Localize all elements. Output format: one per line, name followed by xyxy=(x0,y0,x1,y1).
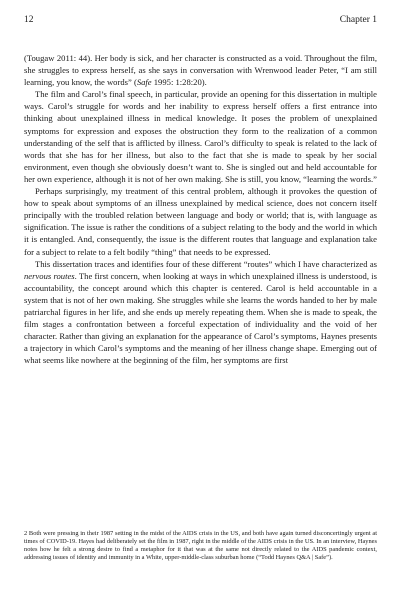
italic-text: Safe xyxy=(136,77,152,88)
body-text xyxy=(24,52,377,366)
text-run: 1995: 1:28:20). xyxy=(151,77,207,88)
text-run: (Tougaw 2011: 44). Her body is sick, and her character is constructed as a void. Throughout the film, she struggles to express herself, as she says in conversation with Wrenwood leader Peter, “I am still learning, you know, the words” ( xyxy=(24,53,377,88)
footnote xyxy=(24,530,377,562)
page-number: 12 xyxy=(24,15,34,25)
paragraph xyxy=(24,185,377,258)
footnote-text: 2 Both were pressing in their 1987 setting in the midst of the AIDS crisis in the US, and both have again turned disconcertingly urgent at times of COVID-19. Hayes had deliberately set the film in 1987, right in the middle of the AIDS crisis in the US. In an interview, Haynes notes how he felt a strong desire to find a metaphor for it that was at the same not directly related to the AIDS pandemic context, addressing issues of identity and immunity in a White, upper-middle-class suburban home (“Todd Haynes Q&A | Safe”). xyxy=(24,530,377,562)
text-run: Perhaps surprisingly, my treatment of this central problem, although it provokes the question of how to speak about symptoms of an illness unexplained by medical science, does not concern itself principally with the troubled relation between language and body or world; that is, with language as signification. The issue is rather the conditions of a subject relating to the body and the world in which it is entangled. And, consequently, the issue is the different routes that language and explanation take for a subject to relate to a felt bodily “thing” that needs to be expressed. xyxy=(24,186,377,257)
paragraph xyxy=(24,88,377,185)
running-head xyxy=(24,15,377,29)
paragraph xyxy=(24,52,377,88)
chapter-title: Chapter 1 xyxy=(339,15,377,25)
text-run: . The first concern, when looking at ways in which unexplained illness is understood, is accountability, the concept around which this chapter is centered. Carol is held accountable in a system that is not of her own making. She struggles while she learns the words handed to her by male patriarchal figures in her life, and she ends up merely repeating them. When she is made to speak, the film stages a confrontation between a forceful expectation of individuality and the void of her character. Rather than giving an explanation for the appearance of Carol’s symptoms, Haynes presents a trajectory in which Carol’s symptoms and the meaning of her illness change shape. Emerging out of what seems like nowhere at the beginning of the film, her symptoms are first xyxy=(24,270,377,366)
paragraph xyxy=(24,258,377,367)
text-run: The film and Carol’s final speech, in particular, provide an opening for this dissertation in multiple ways. Carol’s struggle for words and her inability to express herself offers a first entrance into thinking about unexplained illness in medical knowledge. It poses the problem of unexplained symptoms for expression and exposes the obstruction they form to the realization of a common understanding of the self that is afflicted by illness. Carol’s difficulty to speak is related to the lack of words that she has for her illness, but also to the fact that she is made to speak by her social environment, even though she obviously doesn’t want to. She is singled out and held accountable for her own experience, although it is not of her own making. She is still, you know, “learning the words.” xyxy=(24,89,377,184)
italic-text: nervous routes xyxy=(24,270,75,281)
text-run: This dissertation traces and identifies four of these different “routes” which I have characterized as xyxy=(35,258,377,269)
